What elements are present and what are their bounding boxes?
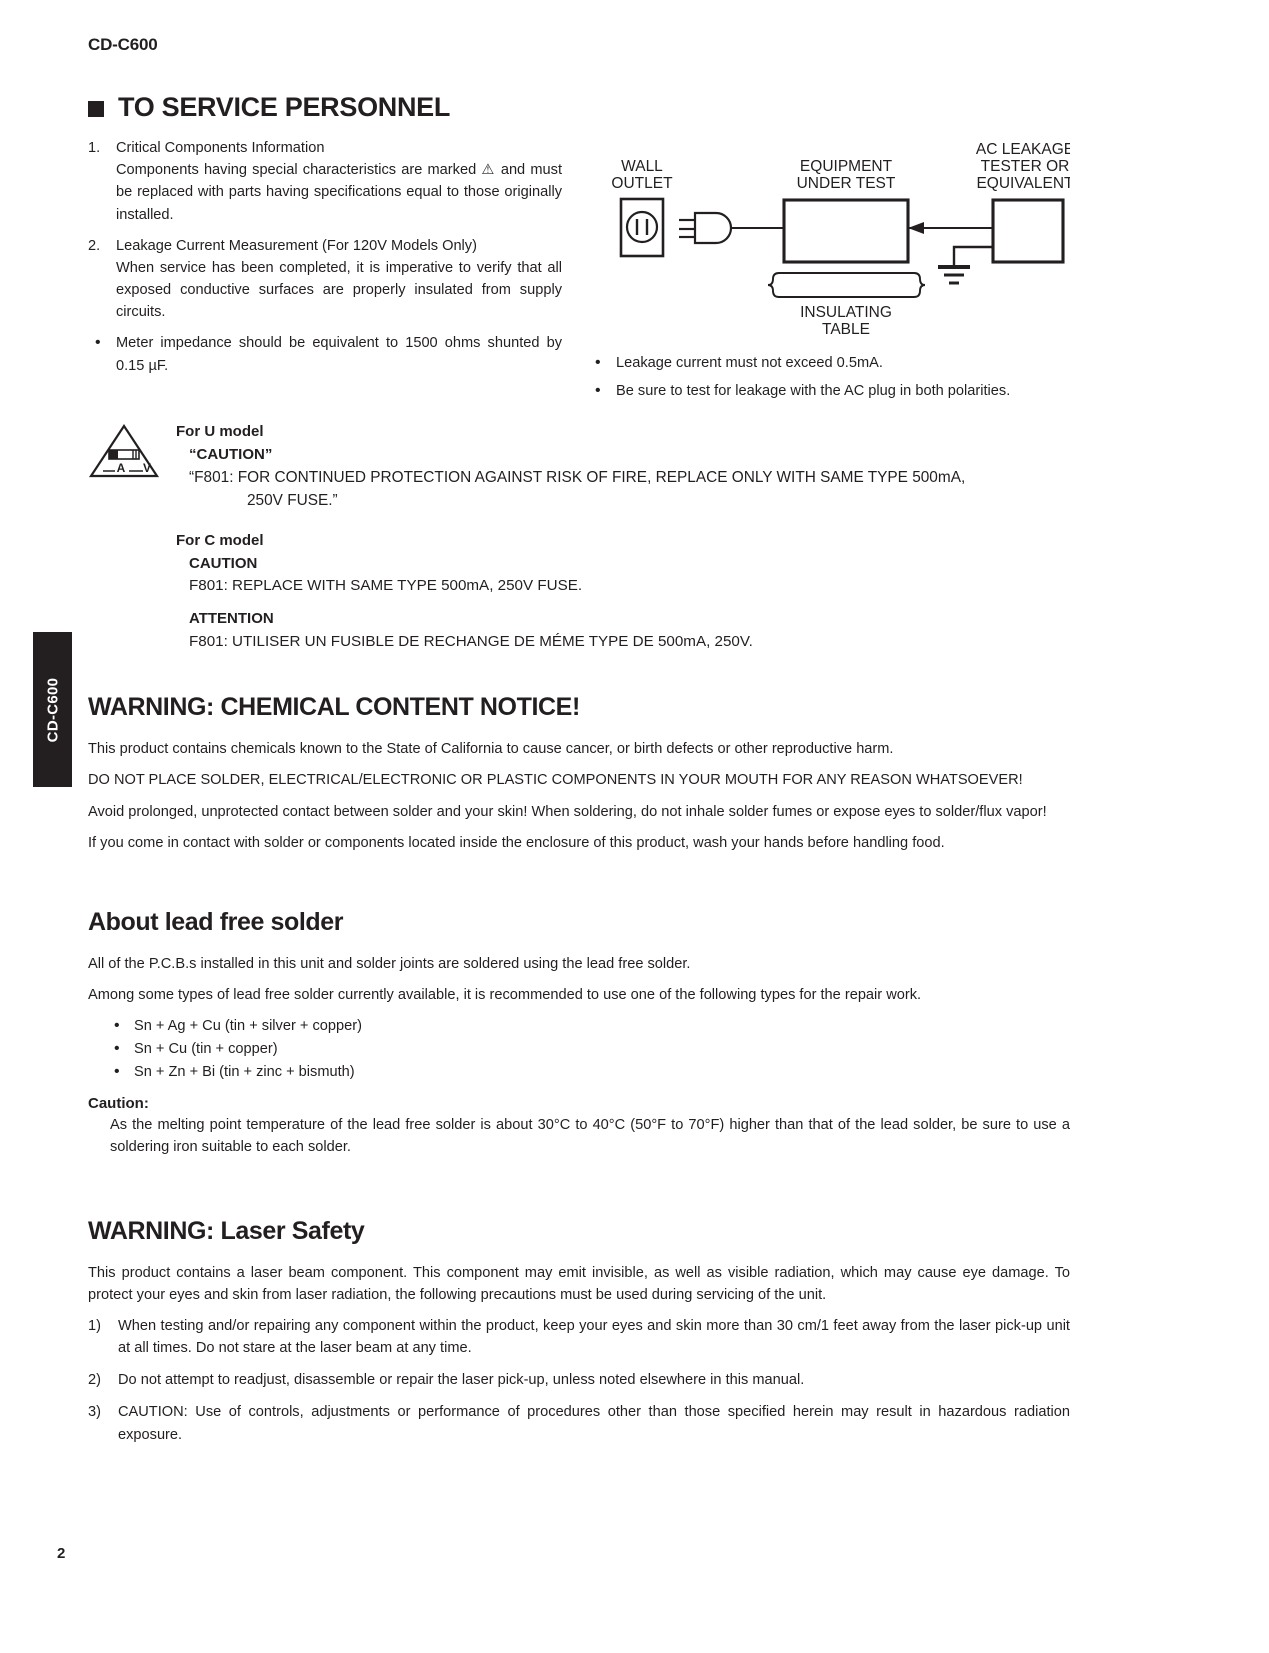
diagram-label-insulating-2: TABLE	[822, 321, 870, 338]
list-item	[88, 1038, 1070, 1061]
u-model-caution-text	[176, 466, 1070, 512]
section-heading-to-service-personnel	[88, 92, 1070, 123]
arrow-head-icon	[908, 222, 924, 234]
u-model-caution-line1: “F801: FOR CONTINUED PROTECTION AGAINST RISK OF FIRE, REPLACE ONLY WITH SAME TYPE 500mA,	[189, 469, 966, 486]
item-1-body-before: Components having special characteristics are marked	[116, 162, 477, 179]
section-heading-text: TO SERVICE PERSONNEL	[118, 92, 451, 122]
side-tab-label: CD-C600	[44, 677, 61, 742]
item-number: 2)	[88, 1372, 101, 1389]
list-item	[88, 1315, 1070, 1359]
item-text: Do not attempt to readjust, disassemble or repair the laser pick-up, unless noted elsewhere in this manual.	[118, 1372, 805, 1389]
chemical-notice-paragraph-2: DO NOT PLACE SOLDER, ELECTRICAL/ELECTRONIC OR PLASTIC COMPONENTS IN YOUR MOUTH FOR ANY REASON WHATSOEVER!	[88, 772, 1023, 789]
item-2-number: 2.	[88, 237, 101, 254]
solder-types-list	[88, 1015, 1070, 1083]
fuse-icon-label-a: A	[116, 461, 126, 475]
item-2-body: When service has been completed, it is imperative to verify that all exposed conductive surfaces are properly insulated from supply circuits.	[116, 259, 562, 321]
page-model-header: CD-C600	[88, 35, 158, 54]
fuse-triangle-svg	[88, 423, 160, 479]
bullet-leakage-limit	[588, 352, 1070, 374]
c-model-caution-text: F801: REPLACE WITH SAME TYPE 500mA, 250V FUSE.	[189, 577, 583, 595]
laser-safety-intro: This product contains a laser beam component. This component may emit invisible, as well as visible radiation, which may cause eye damage. To protect your eyes and skin from laser radiation, the following precautions must be used during servicing of the unit.	[88, 1264, 1070, 1303]
fuse-caution-c-model	[88, 530, 1070, 653]
for-c-model-title: For C model	[176, 532, 264, 550]
bullet-marker: •	[595, 354, 601, 371]
item-1-number: 1.	[88, 140, 101, 156]
list-item	[88, 1015, 1070, 1038]
u-model-caution-label: “CAUTION”	[189, 445, 273, 463]
list-item	[88, 1369, 1070, 1391]
numbered-item-2	[88, 235, 562, 324]
page-content	[88, 92, 1070, 1456]
fuse-caution-u-model	[88, 421, 1070, 512]
left-column	[88, 137, 562, 383]
warning-triangle-symbol-icon: ⚠	[481, 162, 496, 179]
bullet-text: Be sure to test for leakage with the AC plug in both polarities.	[616, 383, 1011, 400]
c-model-caution-label: CAUTION	[189, 554, 258, 572]
chemical-notice-heading: WARNING: CHEMICAL CONTENT NOTICE!	[88, 693, 580, 722]
lead-free-paragraph-2: Among some types of lead free solder currently available, it is recommended to use one of the following types for the repair work.	[88, 987, 922, 1004]
item-text: When testing and/or repairing any component within the product, keep your eyes and skin more than 30 cm/1 feet away from the laser pick-up unit at all times. Do not stare at the laser beam at any time.	[118, 1317, 1070, 1357]
numbered-item-1	[88, 137, 562, 226]
item-1-title: Critical Components Information	[116, 140, 325, 156]
bullet-meter-impedance	[88, 332, 562, 376]
bullet-marker: •	[95, 334, 101, 352]
diagram-label-insulating-1: INSULATING	[800, 304, 892, 321]
bullet-marker: •	[595, 382, 601, 400]
bullet-text: Leakage current must not exceed 0.5mA.	[616, 355, 883, 371]
bullet-marker: •	[114, 1062, 120, 1080]
item-number: 1)	[88, 1317, 101, 1334]
leakage-test-diagram-svg	[588, 137, 1070, 352]
chemical-notice-paragraph-3: Avoid prolonged, unprotected contact between solder and your skin! When soldering, do not inhale solder fumes or expose eyes to solder/flux vapor!	[88, 803, 1047, 820]
chemical-notice-paragraph-1: This product contains chemicals known to the State of California to cause cancer, or birth defects or other reproductive harm.	[88, 741, 894, 758]
diagram-label-tester-1: AC LEAKAGE	[975, 141, 1070, 158]
diagram-label-tester-2: TESTER OR	[980, 158, 1070, 175]
section-laser-safety	[88, 1217, 1070, 1446]
item-text: CAUTION: Use of controls, adjustments or performance of procedures other than those specified herein may result in hazardous radiation exposure.	[118, 1404, 1070, 1443]
right-column	[588, 137, 1070, 408]
chemical-notice-paragraph-4: If you come in contact with solder or components located inside the enclosure of this product, wash your hands before handling food.	[88, 834, 945, 851]
item-2-title: Leakage Current Measurement (For 120V Models Only)	[116, 237, 477, 254]
solder-caution-text: As the melting point temperature of the lead free solder is about 30°C to 40°C (50°F to 70°F) higher than that of the lead solder, be sure to use a soldering iron suitable to each solder.	[110, 1117, 1070, 1156]
bullet-marker: •	[114, 1039, 120, 1057]
lead-free-solder-heading: About lead free solder	[88, 908, 344, 936]
leakage-test-diagram	[588, 137, 1070, 352]
fuse-icon-label-v: V	[142, 461, 152, 475]
bullet-text: Meter impedance should be equivalent to 1500 ohms shunted by 0.15 µF.	[116, 335, 562, 374]
lead-free-paragraph-1: All of the P.C.B.s installed in this unit and solder joints are soldered using the lead free solder.	[88, 956, 691, 972]
laser-precautions-list	[88, 1315, 1070, 1446]
diagram-label-tester-3: EQUIVALENT	[976, 175, 1070, 192]
item-1-body-after: and must be replaced with parts having specifications equal to those originally installed.	[116, 162, 562, 223]
diagram-label-wall-outlet-1: WALL	[621, 158, 663, 175]
list-item	[88, 1061, 1070, 1084]
solder-type-text: Sn + Ag + Cu (tin + silver + copper)	[134, 1018, 362, 1035]
side-tab	[33, 632, 72, 787]
item-1-body	[116, 159, 562, 226]
bullet-both-polarities	[588, 380, 1070, 402]
c-model-attention-text: F801: UTILISER UN FUSIBLE DE RECHANGE DE MÉME TYPE DE 500mA, 250V.	[189, 632, 753, 650]
bullet-marker: •	[114, 1017, 120, 1035]
solder-type-text: Sn + Cu (tin + copper)	[134, 1040, 278, 1057]
diagram-label-equipment-2: UNDER TEST	[796, 175, 896, 192]
square-bullet-icon	[88, 101, 104, 117]
u-model-caution-line2: 250V FUSE.”	[247, 492, 338, 510]
section-chemical-content-notice	[88, 693, 1070, 854]
upper-two-column-block	[88, 137, 1070, 399]
diagram-label-equipment-1: EQUIPMENT	[799, 158, 893, 175]
list-item	[88, 1401, 1070, 1445]
fuse-warning-triangle-icon	[88, 423, 160, 479]
c-model-attention-label: ATTENTION	[189, 610, 274, 628]
laser-safety-heading: WARNING: Laser Safety	[88, 1216, 365, 1245]
for-u-model-title: For U model	[176, 423, 264, 440]
diagram-label-wall-outlet-2: OUTLET	[611, 175, 673, 192]
page-number: 2	[57, 1545, 66, 1562]
solder-type-text: Sn + Zn + Bi (tin + zinc + bismuth)	[134, 1063, 355, 1080]
section-lead-free-solder	[88, 908, 1070, 1159]
solder-caution-label: Caution:	[88, 1095, 149, 1113]
item-number: 3)	[88, 1404, 101, 1421]
